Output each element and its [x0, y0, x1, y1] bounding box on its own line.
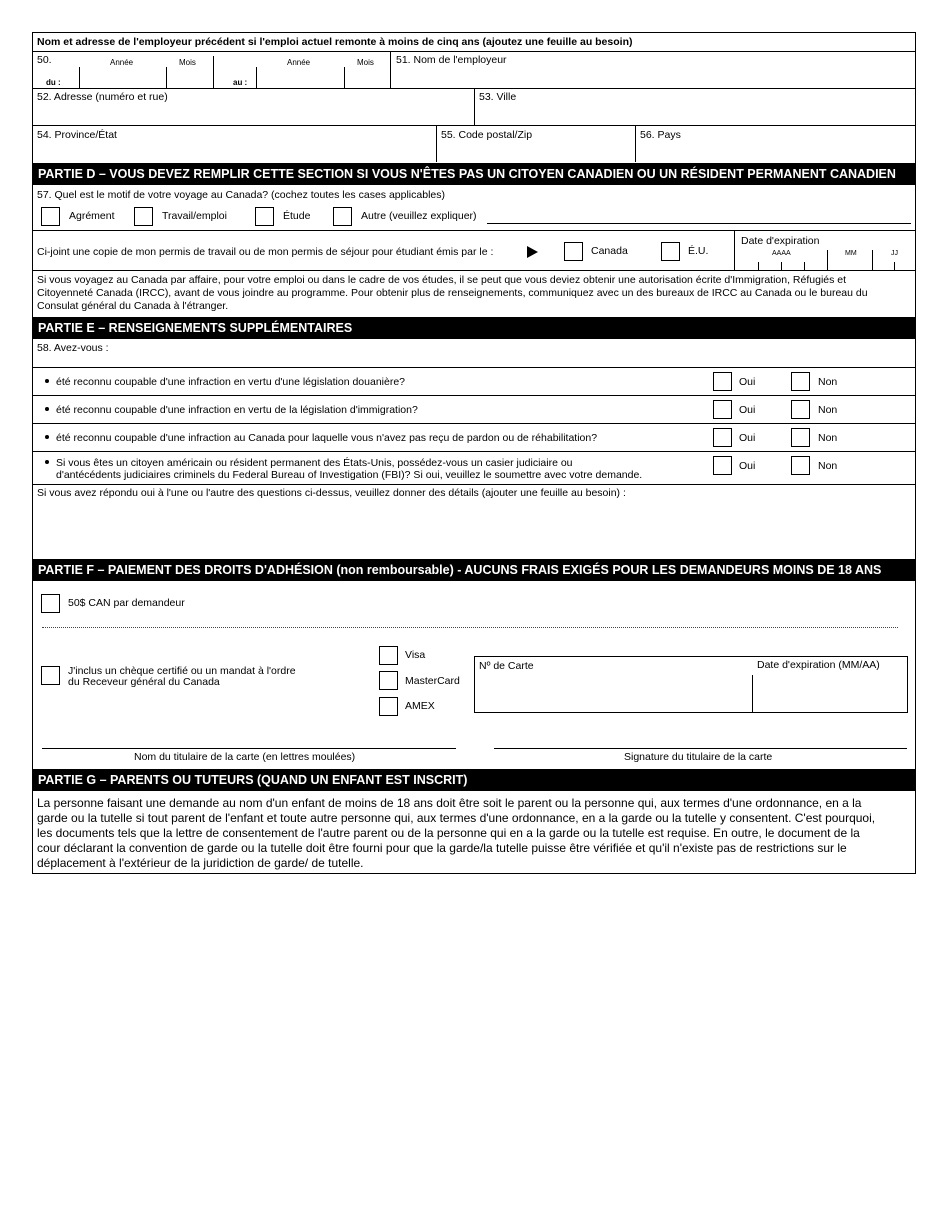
visa-label: Visa [405, 649, 426, 661]
card-exp-input[interactable] [755, 676, 905, 710]
holder-signature-line [494, 748, 907, 749]
field-50-label: 50. [37, 54, 52, 66]
to-month-label: Mois [357, 58, 374, 67]
q58-1-text: été reconnu coupable d'une infraction en vertu d'une législation douanière? [56, 376, 406, 388]
checkbox-autre[interactable] [333, 207, 352, 226]
aaaa-label: AAAA [772, 250, 791, 257]
ircc-note-line3: Consulat général du Canada à l'étranger. [37, 300, 229, 312]
q58-label: 58. Avez-vous : [37, 342, 109, 354]
permit-exp-input[interactable] [741, 258, 911, 270]
oui-label: Oui [739, 432, 756, 444]
q58-3-non-checkbox[interactable] [791, 428, 810, 447]
field-51-label: 51. Nom de l'employeur [396, 54, 507, 66]
bullet-icon [45, 407, 49, 411]
checkbox-agrement[interactable] [41, 207, 60, 226]
cheque-label-line2: du Receveur général du Canada [68, 676, 220, 688]
arrow-right-icon [527, 246, 538, 258]
q58-2-non-checkbox[interactable] [791, 400, 810, 419]
employer-name-input[interactable] [395, 66, 913, 86]
jj-label: JJ [891, 250, 898, 257]
autre-label: Autre (veuillez expliquer) [361, 210, 477, 222]
to-year-label: Année [287, 58, 311, 67]
part-g-line5: déplacement à l'extérieur de la juridiction de garde/ de tutelle. [37, 856, 364, 870]
details-textarea[interactable] [36, 501, 913, 556]
amex-label: AMEX [405, 700, 435, 712]
from-year-label: Année [110, 58, 134, 67]
from-month-label: Mois [179, 58, 196, 67]
part-e-header: PARTIE E – RENSEIGNEMENTS SUPPLÉMENTAIRES [33, 317, 916, 339]
oui-label: Oui [739, 376, 756, 388]
holder-signature-label: Signature du titulaire de la carte [624, 751, 773, 763]
part-g-line1: La personne faisant une demande au nom d'un enfant de moins de 18 ans doit être soit le parent ou la personne qui, aux termes d'une ordonnance, en a la [37, 796, 862, 810]
q58-4-non-checkbox[interactable] [791, 456, 810, 475]
card-number-label: Nº de Carte [479, 660, 534, 672]
field-52-label: 52. Adresse (numéro et rue) [37, 91, 168, 103]
non-label: Non [818, 432, 838, 444]
mastercard-label: MasterCard [405, 675, 460, 687]
cheque-label-line1: J'inclus un chèque certifié ou un mandat à l'ordre [68, 665, 296, 677]
part-g-line4: cour déclarant la convention de garde ou la tutelle doit être fourni pour que la garde/la tutelle puisse être vérifiée et qu'il n'existe pas de restrictions sur le [37, 841, 847, 855]
q58-1-non-checkbox[interactable] [791, 372, 810, 391]
postal-code-input[interactable] [440, 142, 632, 162]
holder-name-line [42, 748, 456, 749]
mm-label: MM [845, 250, 857, 257]
details-label: Si vous avez répondu oui à l'une ou l'autre des questions ci-dessus, veuillez donner des détails (ajouter une feuille au besoin) : [37, 487, 626, 499]
address-input[interactable] [36, 104, 472, 124]
q58-4-text-line2: d'antécédents judiciaires criminels du Federal Bureau of Investigation (FBI)? Si oui, veuillez le soumettre avec votre demande. [56, 469, 643, 481]
non-label: Non [818, 460, 838, 472]
autre-explain-line [487, 223, 911, 224]
from-label: du : [46, 78, 61, 87]
field-56-label: 56. Pays [640, 129, 681, 141]
autre-explain-input[interactable] [487, 208, 911, 223]
q58-2-oui-checkbox[interactable] [713, 400, 732, 419]
to-label: au : [233, 78, 248, 87]
checkbox-canada[interactable] [564, 242, 583, 261]
permit-text: Ci-joint une copie de mon permis de travail ou de mon permis de séjour pour étudiant émis par le : [37, 246, 494, 258]
oui-label: Oui [739, 460, 756, 472]
country-input[interactable] [639, 142, 913, 162]
bullet-icon [45, 460, 49, 464]
card-number-input[interactable] [478, 676, 750, 710]
q58-3-oui-checkbox[interactable] [713, 428, 732, 447]
checkbox-travail[interactable] [134, 207, 153, 226]
field-54-label: 54. Province/État [37, 129, 117, 141]
part-g-line3: les documents tels que la lettre de consentement de l'autre parent ou de la personne qui en a la garde ou la tutelle est requise. En outre, le document de la [37, 826, 860, 840]
checkbox-cheque[interactable] [41, 666, 60, 685]
holder-name-label: Nom du titulaire de la carte (en lettres moulées) [134, 751, 356, 763]
fee-label: 50$ CAN par demandeur [68, 597, 185, 609]
travail-label: Travail/emploi [162, 210, 227, 222]
checkbox-eu[interactable] [661, 242, 680, 261]
city-input[interactable] [478, 104, 913, 124]
part-f-header: PARTIE F – PAIEMENT DES DROITS D'ADHÉSION (non remboursable) - AUCUNS FRAIS EXIGÉS POUR LES DEMANDEURS MOINS DE 18 ANS [33, 559, 916, 581]
dotted-divider [42, 627, 898, 628]
checkbox-etude[interactable] [255, 207, 274, 226]
canada-label: Canada [591, 245, 628, 257]
checkbox-mastercard[interactable] [379, 671, 398, 690]
ircc-note-line2: Citoyenneté Canada (IRCC), avant de vous joindre au programme. Pour obtenir plus de renseignements, communiquez avec un des bureaux de IRCC au Canada ou le bureau du [37, 287, 868, 299]
holder-name-input[interactable] [42, 728, 456, 748]
prev-employer-header: Nom et adresse de l'employeur précédent si l'emploi actuel remonte à moins de cinq ans (ajoutez une feuille au besoin) [37, 36, 633, 48]
part-g-line2: garde ou la tutelle si tout parent de l'enfant et toute autre personne qui, aux termes d'une ordonnance, en a la garde ou la tutelle y consentent. C'est pourquoi, [37, 811, 876, 825]
checkbox-fee[interactable] [41, 594, 60, 613]
card-exp-label: Date d'expiration (MM/AA) [757, 659, 880, 671]
q58-4-text-line1: Si vous êtes un citoyen américain ou résident permanent des États-Unis, possédez-vous un casier judiciaire ou [56, 457, 573, 469]
checkbox-amex[interactable] [379, 697, 398, 716]
q58-1-oui-checkbox[interactable] [713, 372, 732, 391]
non-label: Non [818, 376, 838, 388]
q58-4-oui-checkbox[interactable] [713, 456, 732, 475]
q58-3-text: été reconnu coupable d'une infraction au Canada pour laquelle vous n'avez pas reçu de pardon ou de réhabilitation? [56, 432, 598, 444]
ircc-note-line1: Si vous voyagez au Canada par affaire, pour votre emploi ou dans le cadre de vos études, il se peut que vous deviez obtenir une autorisation écrite d'Immigration, Réfugiés et [37, 274, 847, 286]
part-d-header: PARTIE D – VOUS DEVEZ REMPLIR CETTE SECTION SI VOUS N'ÊTES PAS UN CITOYEN CANADIEN OU UN RÉSIDENT PERMANENT CANADIEN [33, 163, 916, 185]
bullet-icon [45, 379, 49, 383]
part-g-header: PARTIE G – PARENTS OU TUTEURS (QUAND UN ENFANT EST INSCRIT) [33, 769, 916, 791]
eu-label: É.U. [688, 245, 709, 257]
field-55-label: 55. Code postal/Zip [441, 129, 533, 141]
field-53-label: 53. Ville [479, 91, 517, 103]
province-input[interactable] [36, 142, 434, 162]
etude-label: Étude [283, 210, 311, 222]
q57-label: 57. Quel est le motif de votre voyage au Canada? (cochez toutes les cases applicables) [37, 189, 445, 201]
from-date-input[interactable] [80, 67, 213, 87]
q58-2-text: été reconnu coupable d'une infraction en vertu de la législation d'immigration? [56, 404, 418, 416]
non-label: Non [818, 404, 838, 416]
divider [33, 51, 916, 52]
permit-exp-label: Date d'expiration [741, 235, 820, 247]
agrement-label: Agrément [69, 210, 115, 222]
holder-signature-input[interactable] [494, 728, 907, 748]
to-date-input[interactable] [257, 67, 389, 87]
oui-label: Oui [739, 404, 756, 416]
bullet-icon [45, 435, 49, 439]
checkbox-visa[interactable] [379, 646, 398, 665]
